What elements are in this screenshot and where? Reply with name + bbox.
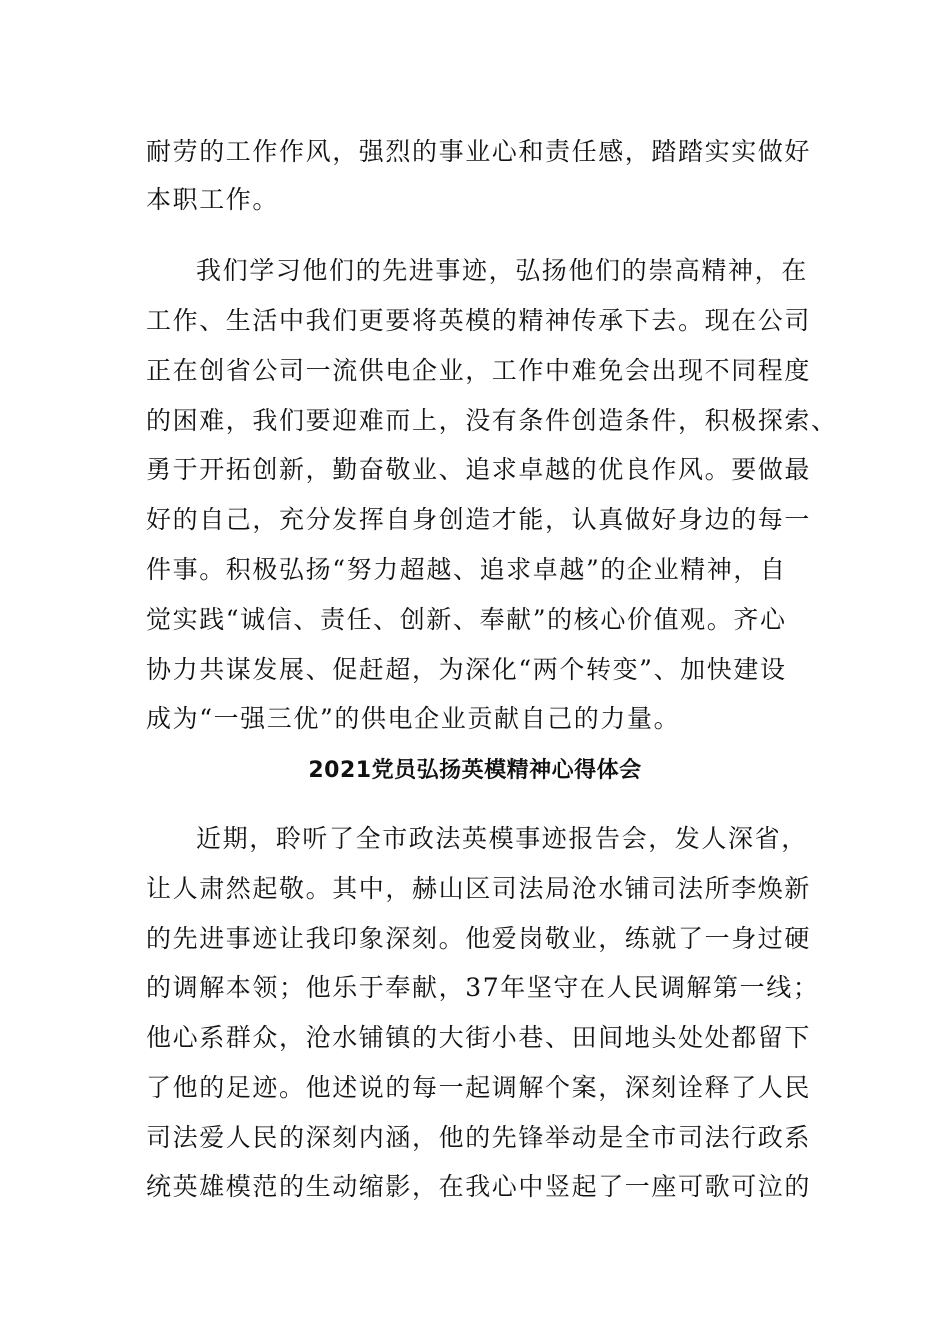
paragraph-first-line: 近期，聆听了全市政法英模事迹报告会，发人深省， xyxy=(196,824,808,853)
text-line: 工作、生活中我们更要将英模的精神传承下去。现在公司 xyxy=(146,306,812,335)
text-line: 的困难，我们要迎难而上，没有条件创造条件，积极探索、 xyxy=(146,406,838,435)
text-line: 统英雄模范的生动缩影，在我心中竖起了一座可歌可泣的 xyxy=(146,1172,812,1201)
text-line: 他心系群众，沧水铺镇的大街小巷、田间地头处处都留下 xyxy=(146,1023,812,1052)
text-line: 让人肃然起敬。其中，赫山区司法局沧水铺司法所李焕新 xyxy=(146,874,812,903)
text-line: 觉实践“诚信、责任、创新、奉献”的核心价值观。齐心 xyxy=(146,605,787,634)
text-line: 的先进事迹让我印象深刻。他爱岗敬业，练就了一身过硬 xyxy=(146,924,812,953)
text-line: 好的自己，充分发挥自身创造才能，认真做好身边的每一 xyxy=(146,505,812,534)
text-line: 本职工作。 xyxy=(146,185,280,214)
text-line: 件事。积极弘扬“努力超越、追求卓越”的企业精神，自 xyxy=(146,555,787,584)
section-heading: 2021党员弘扬英模精神心得体会 xyxy=(308,758,642,783)
paragraph-first-line: 我们学习他们的先进事迹，弘扬他们的崇高精神，在 xyxy=(196,256,808,285)
text-line: 了他的足迹。他述说的每一起调解个案，深刻诠释了人民 xyxy=(146,1073,812,1102)
text-line: 成为“一强三优”的供电企业贡献自己的力量。 xyxy=(146,704,681,733)
text-line: 司法爱人民的深刻内涵，他的先锋举动是全市司法行政系 xyxy=(146,1123,812,1152)
text-line: 正在创省公司一流供电企业，工作中难免会出现不同程度 xyxy=(146,356,812,385)
text-line: 的调解本领；他乐于奉献，37年坚守在人民调解第一线； xyxy=(146,973,820,1002)
text-line: 协力共谋发展、促赶超，为深化“两个转变”、加快建设 xyxy=(146,655,787,684)
text-line: 勇于开拓创新，勤奋敬业、追求卓越的优良作风。要做最 xyxy=(146,455,812,484)
text-line: 耐劳的工作作风，强烈的事业心和责任感，踏踏实实做好 xyxy=(146,137,812,166)
